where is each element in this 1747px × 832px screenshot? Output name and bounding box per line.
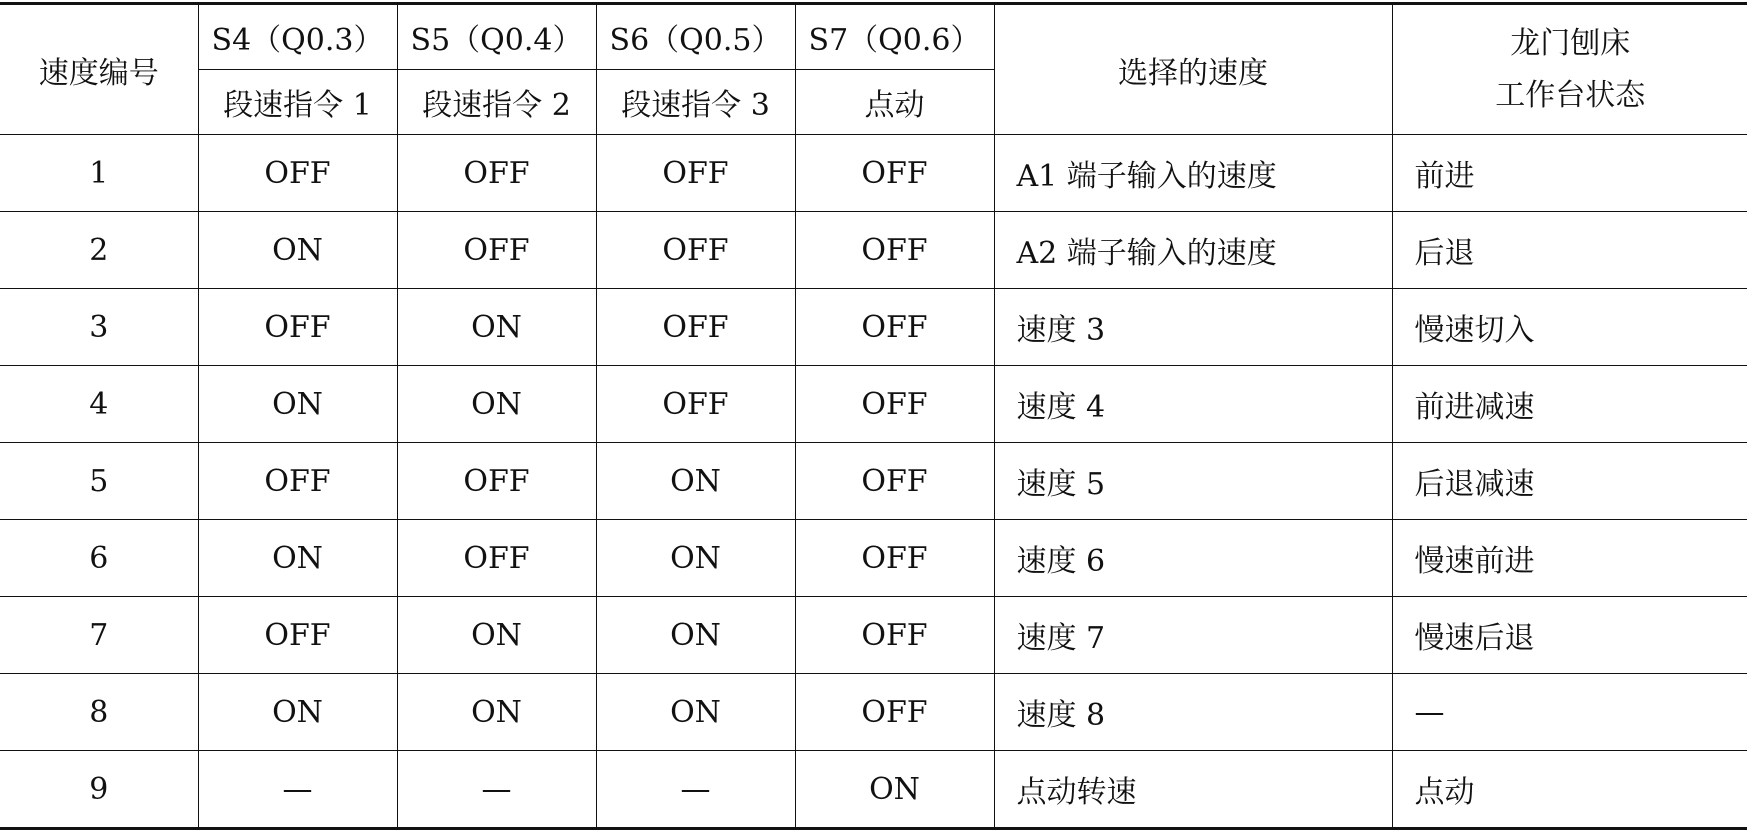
cell-s4: — — [198, 751, 397, 829]
table-row — [0, 135, 1747, 212]
header-selected-speed: 选择的速度 — [994, 4, 1392, 135]
cell-table-status: 前进减速 — [1392, 366, 1747, 443]
cell-selected-speed: 速度 7 — [994, 597, 1392, 674]
cell-table-status: — — [1392, 674, 1747, 751]
header-s4-code: S4（Q0.3） — [198, 4, 397, 70]
cell-s4: ON — [198, 520, 397, 597]
cell-selected-speed: 速度 6 — [994, 520, 1392, 597]
cell-s6: — — [596, 751, 795, 829]
cell-s7: ON — [795, 751, 994, 829]
cell-s7: OFF — [795, 289, 994, 366]
header-table-status — [1392, 4, 1747, 135]
cell-speed-no: 2 — [0, 212, 198, 289]
cell-speed-no: 4 — [0, 366, 198, 443]
cell-s6: ON — [596, 674, 795, 751]
cell-s6: OFF — [596, 212, 795, 289]
table-row — [0, 751, 1747, 829]
cell-speed-no: 8 — [0, 674, 198, 751]
cell-s5: OFF — [397, 212, 596, 289]
cell-s7: OFF — [795, 520, 994, 597]
header-s5-name: 段速指令 2 — [397, 70, 596, 135]
cell-table-status: 后退 — [1392, 212, 1747, 289]
table-row — [0, 212, 1747, 289]
header-s6-name: 段速指令 3 — [596, 70, 795, 135]
cell-selected-speed: 速度 3 — [994, 289, 1392, 366]
cell-s7: OFF — [795, 366, 994, 443]
cell-s5: OFF — [397, 520, 596, 597]
header-s6-code: S6（Q0.5） — [596, 4, 795, 70]
cell-selected-speed: 速度 5 — [994, 443, 1392, 520]
header-speed-no: 速度编号 — [0, 4, 198, 135]
cell-s5: OFF — [397, 443, 596, 520]
cell-selected-speed: 点动转速 — [994, 751, 1392, 829]
cell-selected-speed: 速度 4 — [994, 366, 1392, 443]
cell-s7: OFF — [795, 597, 994, 674]
cell-s6: ON — [596, 597, 795, 674]
cell-selected-speed: 速度 8 — [994, 674, 1392, 751]
cell-s5: ON — [397, 366, 596, 443]
cell-s4: ON — [198, 674, 397, 751]
cell-s6: OFF — [596, 366, 795, 443]
cell-s5: OFF — [397, 135, 596, 212]
cell-s5: ON — [397, 597, 596, 674]
table-row — [0, 443, 1747, 520]
header-s7-code: S7（Q0.6） — [795, 4, 994, 70]
header-status-line2: 工作台状态 — [1495, 77, 1646, 113]
cell-s5: ON — [397, 289, 596, 366]
cell-speed-no: 9 — [0, 751, 198, 829]
cell-s4: OFF — [198, 289, 397, 366]
cell-s7: OFF — [795, 212, 994, 289]
speed-selection-table — [0, 2, 1747, 830]
cell-s4: ON — [198, 212, 397, 289]
cell-s6: ON — [596, 443, 795, 520]
header-status-line1: 龙门刨床 — [1510, 25, 1631, 61]
table-row — [0, 597, 1747, 674]
cell-speed-no: 1 — [0, 135, 198, 212]
cell-speed-no: 7 — [0, 597, 198, 674]
cell-speed-no: 6 — [0, 520, 198, 597]
cell-s6: ON — [596, 520, 795, 597]
cell-selected-speed: A1 端子输入的速度 — [994, 135, 1392, 212]
cell-s7: OFF — [795, 443, 994, 520]
table-row — [0, 366, 1747, 443]
cell-s7: OFF — [795, 674, 994, 751]
header-s4-name: 段速指令 1 — [198, 70, 397, 135]
cell-s4: OFF — [198, 597, 397, 674]
table-row — [0, 674, 1747, 751]
cell-s5: — — [397, 751, 596, 829]
speed-table-container — [0, 2, 1747, 830]
cell-table-status: 慢速前进 — [1392, 520, 1747, 597]
cell-s7: OFF — [795, 135, 994, 212]
cell-s4: OFF — [198, 443, 397, 520]
cell-table-status: 后退减速 — [1392, 443, 1747, 520]
cell-s6: OFF — [596, 135, 795, 212]
cell-s4: ON — [198, 366, 397, 443]
cell-s6: OFF — [596, 289, 795, 366]
header-s7-name: 点动 — [795, 70, 994, 135]
cell-s5: ON — [397, 674, 596, 751]
cell-table-status: 慢速后退 — [1392, 597, 1747, 674]
cell-table-status: 慢速切入 — [1392, 289, 1747, 366]
header-s5-code: S5（Q0.4） — [397, 4, 596, 70]
cell-speed-no: 3 — [0, 289, 198, 366]
cell-table-status: 前进 — [1392, 135, 1747, 212]
table-row — [0, 289, 1747, 366]
cell-selected-speed: A2 端子输入的速度 — [994, 212, 1392, 289]
cell-table-status: 点动 — [1392, 751, 1747, 829]
header-row-1 — [0, 4, 1747, 70]
table-row — [0, 520, 1747, 597]
cell-speed-no: 5 — [0, 443, 198, 520]
cell-s4: OFF — [198, 135, 397, 212]
